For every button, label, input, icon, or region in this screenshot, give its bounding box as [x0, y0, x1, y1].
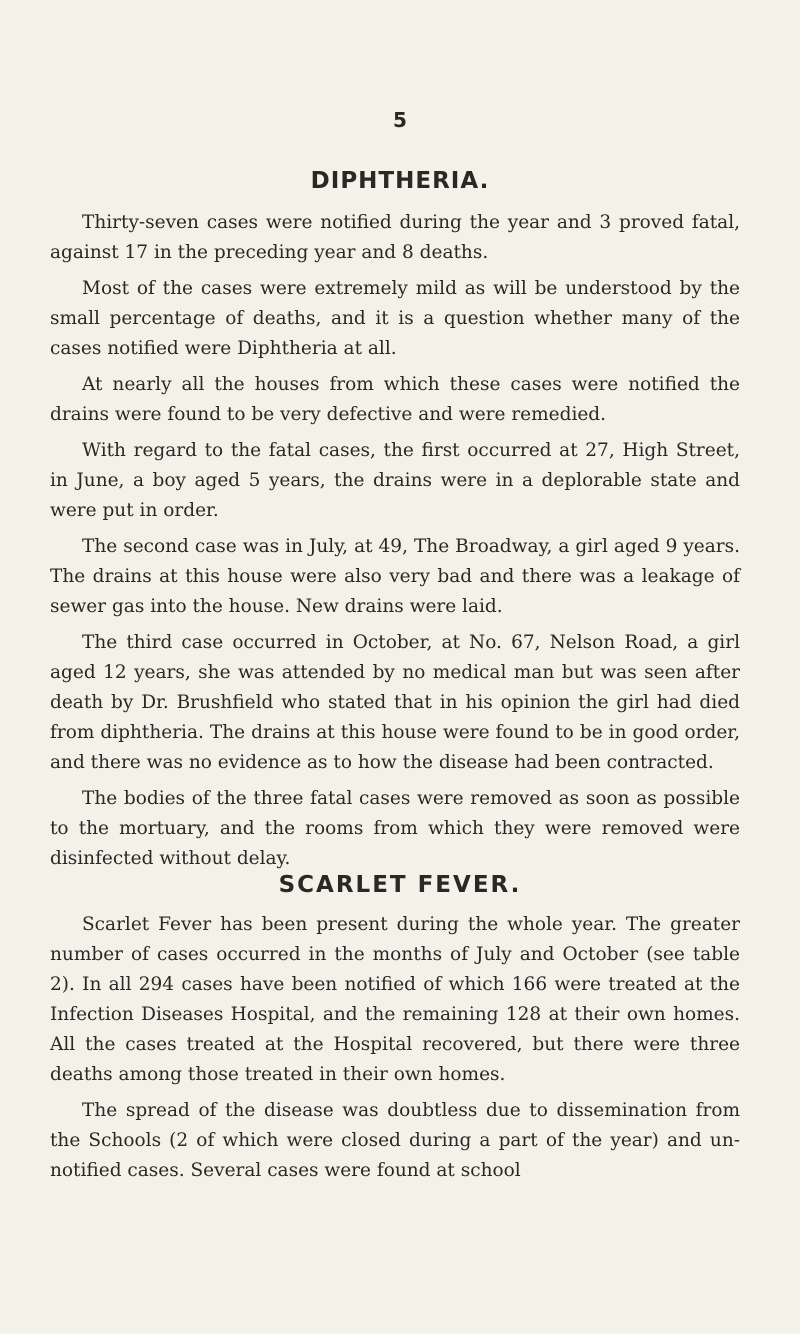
- section-heading-scarlet-fever: SCARLET FEVER.: [278, 872, 522, 898]
- section-heading-diphtheria: DIPHTHERIA.: [310, 168, 490, 194]
- section-scarlet-fever: [50, 910, 740, 1192]
- paragraph: The second case was in July, at 49, The Broadway, a girl aged 9 years. The drains at this house were also very bad and there was a leakage of sewer gas into the house. New drains were laid.: [50, 536, 740, 617]
- page-number: 5: [393, 108, 407, 132]
- paragraph: At nearly all the houses from which these cases were notified the drains were found to be very defective and were remedied.: [50, 374, 740, 425]
- paragraph: Most of the cases were extremely mild as will be understood by the small percentage of deaths, and it is a question whether many of the cases notified were Diphtheria at all.: [50, 278, 740, 359]
- paragraph: The spread of the disease was doubtless due to dissemination from the Schools (2 of which were closed during a part of the year) and un-notified cases. Several cases were found at school: [50, 1100, 740, 1181]
- paragraph: Thirty-seven cases were notified during the year and 3 proved fatal, against 17 in the preceding year and 8 deaths.: [50, 212, 740, 263]
- paragraph: The third case occurred in October, at No. 67, Nelson Road, a girl aged 12 years, she was attended by no medical man but was seen after death by Dr. Brushfield who stated that in his opinion the girl had died from diphtheria. The drains at this house were found to be in good order, and there was no evidence as to how the disease had been contracted.: [50, 632, 740, 773]
- section-diphtheria: [50, 208, 740, 880]
- paragraph: With regard to the fatal cases, the first occurred at 27, High Street, in June, a boy aged 5 years, the drains were in a deplorable state and were put in order.: [50, 440, 740, 521]
- paragraph: Scarlet Fever has been present during the whole year. The greater number of cases occurred in the months of July and October (see table 2). In all 294 cases have been notified of which 166 were treated at the Infection Diseases Hospital, and the remaining 128 at their own homes. All the cases treated at the Hospital recovered, but there were three deaths among those treated in their own homes.: [50, 914, 740, 1085]
- paragraph: The bodies of the three fatal cases were removed as soon as possible to the mortuary, and the rooms from which they were removed were disinfected without delay.: [50, 788, 740, 869]
